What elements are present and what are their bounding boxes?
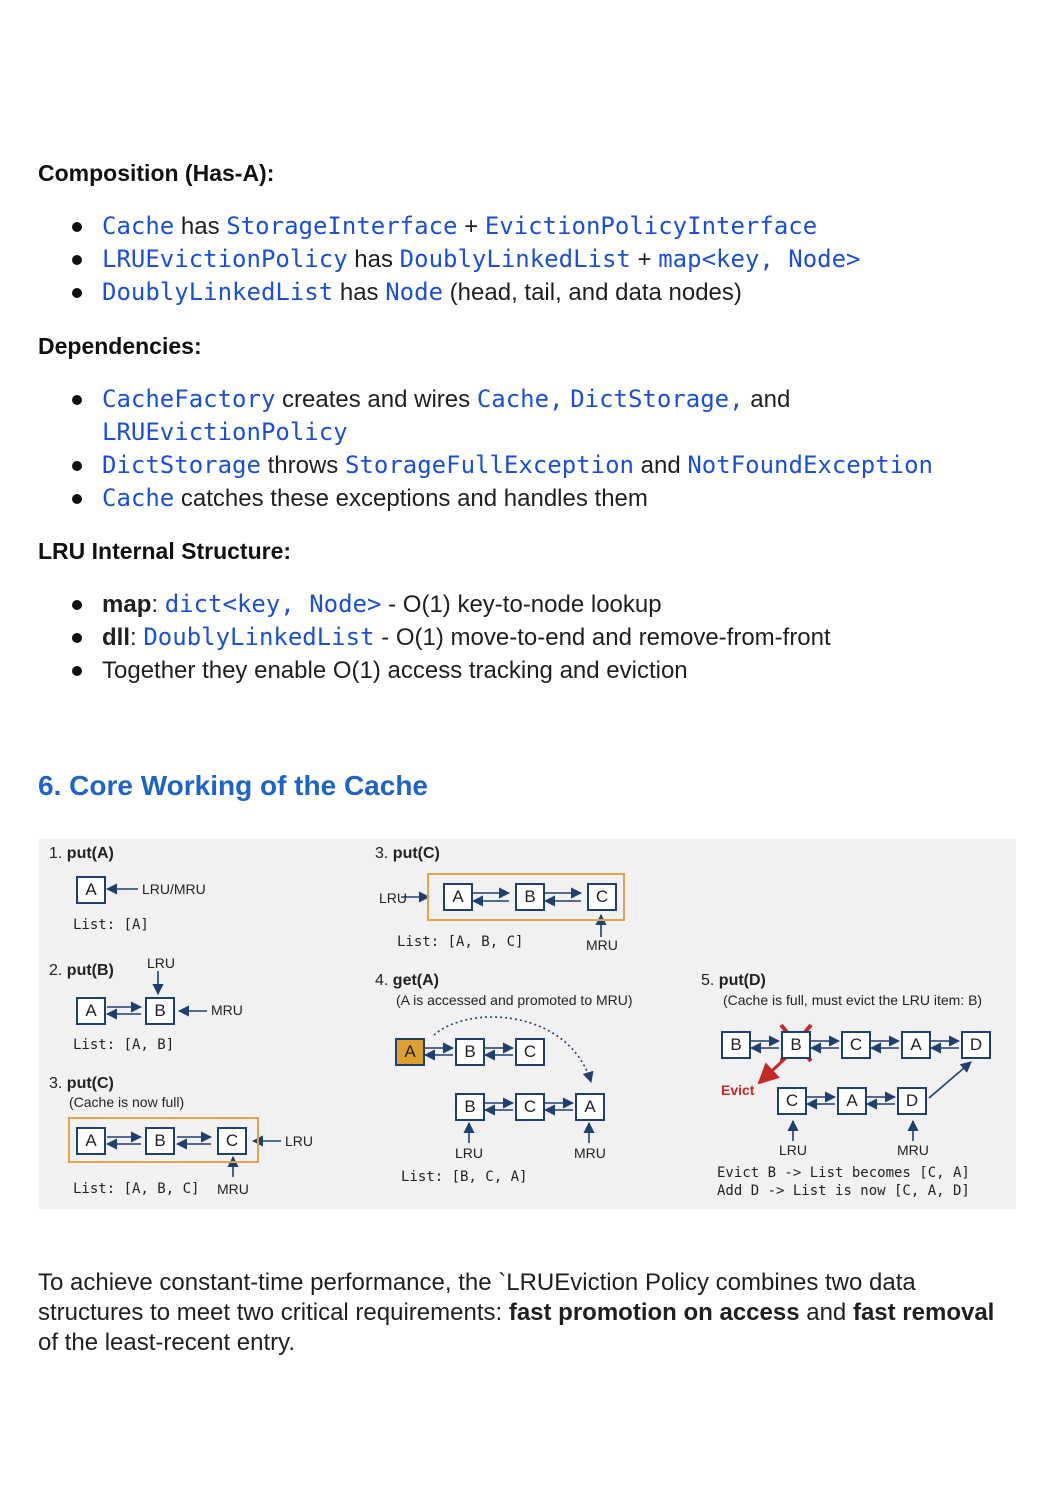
node-b: B	[455, 1038, 485, 1066]
step2-label: 2. put(B)	[49, 962, 114, 979]
node-b-evicted: B	[781, 1031, 811, 1059]
mru-tag: MRU	[211, 1002, 243, 1018]
composition-heading: Composition (Has-A):	[38, 160, 275, 186]
list-item: map: dict<key, Node> - O(1) key-to-node lookup	[70, 588, 1000, 621]
node-a: A	[575, 1093, 605, 1121]
node-b: B	[145, 997, 175, 1025]
step4-label: 4. get(A)	[375, 972, 440, 989]
cache-working-diagram	[39, 839, 1016, 1209]
mru-tag: MRU	[574, 1145, 606, 1161]
node-c: C	[515, 1093, 545, 1121]
node-c: C	[841, 1031, 871, 1059]
step2-list: List: [A, B]	[73, 1037, 175, 1053]
node-a-accessed: A	[395, 1038, 425, 1066]
step4-note: (A is accessed and promoted to MRU)	[396, 992, 633, 1008]
lru-tag: LRU	[147, 955, 176, 971]
step1-list: List: [A]	[73, 917, 149, 933]
lru-structure-heading: LRU Internal Structure:	[38, 538, 292, 564]
mru-tag: MRU	[586, 937, 618, 953]
dependencies-list	[70, 383, 1000, 515]
list-item: CacheFactory creates and wires Cache, DictStorage, and LRUEvictionPolicy	[70, 383, 1000, 449]
node-c: C	[217, 1127, 247, 1155]
lru-mru-tag: LRU/MRU	[142, 881, 206, 897]
step3a-label: 3. put(C)	[49, 1075, 114, 1092]
node-a: A	[901, 1031, 931, 1059]
node-b: B	[455, 1093, 485, 1121]
node-a: A	[76, 876, 106, 904]
node-c: C	[515, 1038, 545, 1066]
step5-result-2: Add D -> List is now [C, A, D]	[717, 1183, 970, 1199]
node-d: D	[961, 1031, 991, 1059]
node-b: B	[515, 883, 545, 911]
composition-list	[70, 210, 1000, 309]
list-item: Together they enable O(1) access tracking and eviction	[70, 654, 1000, 687]
node-c: C	[777, 1087, 807, 1115]
list-item: dll: DoublyLinkedList - O(1) move-to-end and remove-from-front	[70, 621, 1000, 654]
step5-label: 5. put(D)	[701, 972, 766, 989]
node-c: C	[587, 883, 617, 911]
node-a: A	[76, 997, 106, 1025]
step5-result-1: Evict B -> List becomes [C, A]	[717, 1165, 970, 1181]
step4-list: List: [B, C, A]	[401, 1169, 528, 1185]
list-item: DoublyLinkedList has Node (head, tail, and data nodes)	[70, 276, 1000, 309]
step1-label: 1. put(A)	[49, 845, 114, 862]
mru-tag: MRU	[897, 1142, 929, 1158]
dependencies-heading: Dependencies:	[38, 333, 202, 359]
lru-tag: LRU	[779, 1142, 808, 1158]
mru-tag: MRU	[217, 1181, 249, 1197]
node-d: D	[897, 1087, 927, 1115]
list-item: Cache catches these exceptions and handles them	[70, 482, 1000, 515]
step3b-label: 3. put(C)	[375, 845, 440, 862]
list-item: DictStorage throws StorageFullException and NotFoundException	[70, 449, 1000, 482]
evict-label: Evict	[721, 1082, 755, 1098]
step3a-note: (Cache is now full)	[69, 1094, 185, 1110]
node-a: A	[76, 1127, 106, 1155]
step3a-list: List: [A, B, C]	[73, 1181, 200, 1197]
lru-tag: LRU	[379, 890, 408, 906]
lru-tag: LRU	[455, 1145, 484, 1161]
summary-paragraph: To achieve constant-time performance, the `LRUEviction Policy combines two data structures to meet two critical requirements: fast promotion on access and fast removal of the least-recent entry.	[38, 1269, 995, 1356]
list-item: LRUEvictionPolicy has DoublyLinkedList + map<key, Node>	[70, 243, 1000, 276]
lru-tag: LRU	[285, 1133, 314, 1149]
section-title: 6. Core Working of the Cache	[38, 770, 428, 801]
node-b: B	[721, 1031, 751, 1059]
node-a: A	[443, 883, 473, 911]
step3b-list: List: [A, B, C]	[397, 934, 524, 950]
step5-note: (Cache is full, must evict the LRU item: B)	[723, 992, 983, 1008]
list-item: Cache has StorageInterface + EvictionPolicyInterface	[70, 210, 1000, 243]
node-a: A	[837, 1087, 867, 1115]
node-b: B	[145, 1127, 175, 1155]
lru-structure-list	[70, 588, 1000, 687]
